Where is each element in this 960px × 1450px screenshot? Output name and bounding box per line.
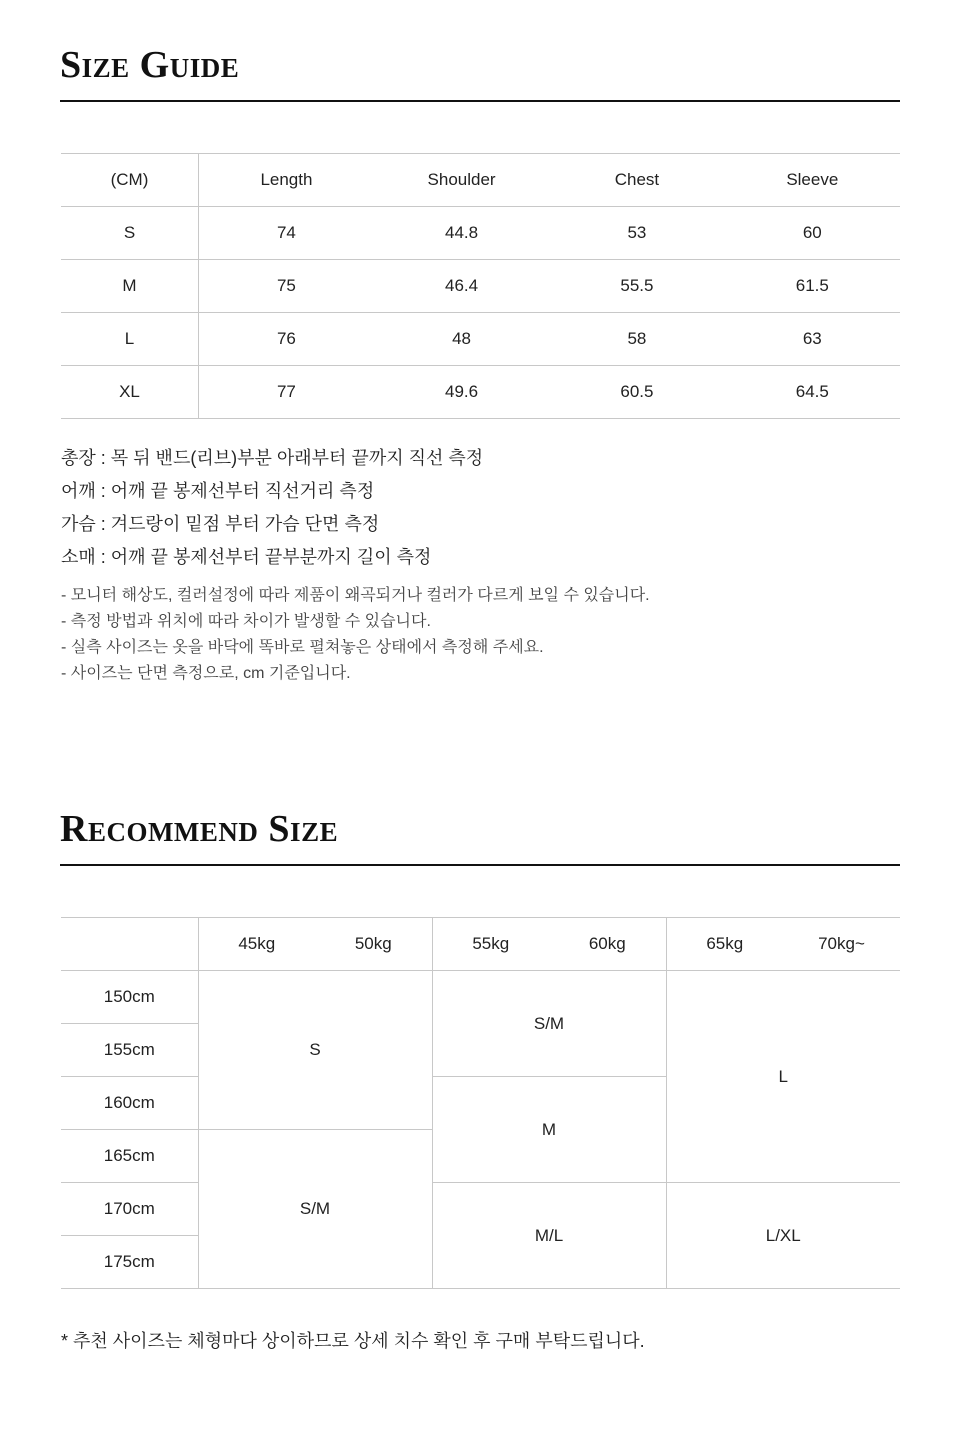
size-label: XL (61, 366, 199, 419)
measure-notes (61, 444, 483, 576)
length-value: 74 (199, 207, 374, 260)
recommend-size-rule (60, 864, 900, 866)
height-label: 170cm (61, 1183, 198, 1236)
size-guide-title: Size Guide (60, 44, 240, 86)
weight-header: 55kg (432, 918, 549, 971)
shoulder-value: 46.4 (374, 260, 549, 313)
size-label: M (61, 260, 199, 313)
note-chest: 가슴 : 겨드랑이 밑점 부터 가슴 단면 측정 (61, 514, 380, 534)
disclaimer-list (61, 584, 650, 688)
length-value: 77 (199, 366, 374, 419)
height-label: 160cm (61, 1077, 198, 1130)
shoulder-value: 44.8 (374, 207, 549, 260)
note-length: 총장 : 목 뒤 밴드(리브)부분 아래부터 끝까지 직선 측정 (61, 448, 484, 468)
recommend-cell: S/M (432, 971, 666, 1077)
chest-value: 55.5 (549, 260, 724, 313)
table-row (61, 313, 900, 366)
weight-header-row (61, 918, 900, 971)
recommend-size-title: Recommend Size (60, 808, 339, 850)
length-value: 76 (199, 313, 374, 366)
sleeve-value: 61.5 (725, 260, 900, 313)
note-shoulder: 어깨 : 어깨 끝 봉제선부터 직선거리 측정 (61, 481, 375, 501)
corner-cell (61, 918, 198, 971)
recommend-cell: S (198, 971, 432, 1130)
disclaimer-item: - 모니터 해상도, 컬러설정에 따라 제품이 왜곡되거나 컬러가 다르게 보일 수 있습니다. (61, 587, 650, 604)
size-guide-table (61, 153, 900, 419)
recommend-cell: S/M (198, 1130, 432, 1289)
sleeve-value: 60 (725, 207, 900, 260)
weight-header: 50kg (315, 918, 432, 971)
note-sleeve: 소매 : 어깨 끝 봉제선부터 끝부분까지 길이 측정 (61, 547, 432, 567)
sleeve-value: 64.5 (725, 366, 900, 419)
weight-header: 60kg (549, 918, 666, 971)
recommend-size-table (61, 917, 900, 1289)
chest-value: 60.5 (549, 366, 724, 419)
shoulder-value: 49.6 (374, 366, 549, 419)
table-header-row (61, 154, 900, 207)
recommend-footnote: * 추천 사이즈는 체형마다 상이하므로 상세 치수 확인 후 구매 부탁드립니다. (61, 1331, 645, 1351)
column-header-length: Length (199, 154, 374, 207)
weight-header: 70kg~ (783, 918, 900, 971)
height-label: 175cm (61, 1236, 198, 1289)
table-row (61, 1183, 900, 1236)
weight-header: 65kg (666, 918, 783, 971)
chest-value: 58 (549, 313, 724, 366)
chest-value: 53 (549, 207, 724, 260)
size-label: S (61, 207, 199, 260)
column-header-shoulder: Shoulder (374, 154, 549, 207)
height-label: 155cm (61, 1024, 198, 1077)
table-row (61, 260, 900, 313)
shoulder-value: 48 (374, 313, 549, 366)
disclaimer-item: - 사이즈는 단면 측정으로, cm 기준입니다. (61, 665, 351, 682)
recommend-cell: L (666, 971, 900, 1183)
table-row (61, 971, 900, 1024)
table-row (61, 207, 900, 260)
weight-header: 45kg (198, 918, 315, 971)
column-header-sleeve: Sleeve (725, 154, 900, 207)
recommend-cell: L/XL (666, 1183, 900, 1289)
height-label: 165cm (61, 1130, 198, 1183)
table-row (61, 366, 900, 419)
disclaimer-item: - 실측 사이즈는 옷을 바닥에 똑바로 펼쳐놓은 상태에서 측정해 주세요. (61, 639, 544, 656)
column-header-chest: Chest (549, 154, 724, 207)
recommend-cell: M/L (432, 1183, 666, 1289)
unit-header: (CM) (61, 154, 199, 207)
height-label: 150cm (61, 971, 198, 1024)
size-guide-rule (60, 100, 900, 102)
size-label: L (61, 313, 199, 366)
disclaimer-item: - 측정 방법과 위치에 따라 차이가 발생할 수 있습니다. (61, 613, 431, 630)
sleeve-value: 63 (725, 313, 900, 366)
recommend-cell: M (432, 1077, 666, 1183)
length-value: 75 (199, 260, 374, 313)
